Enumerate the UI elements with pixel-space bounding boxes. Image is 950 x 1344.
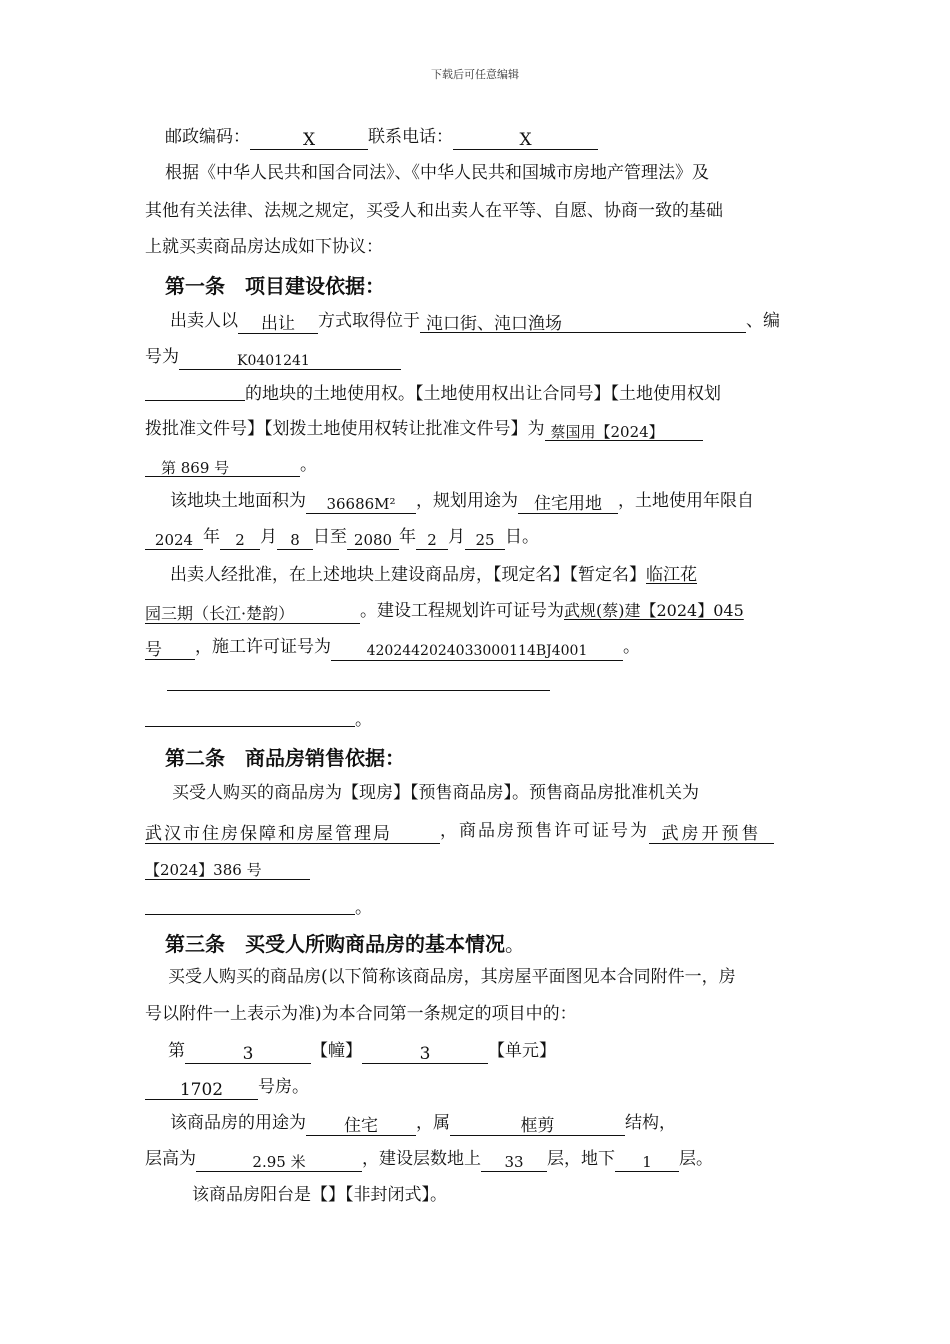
article3-heading xyxy=(165,928,525,957)
article3-title: 买受人所购商品房的基本情况 xyxy=(245,932,505,956)
text-planning-permit: 。建设工程规划许可证号为 xyxy=(360,601,564,621)
text-floor-end: 层。 xyxy=(679,1149,713,1169)
article1-line-2 xyxy=(145,346,401,370)
start-day: 8 xyxy=(277,529,313,550)
article2-blank-end xyxy=(145,896,372,919)
floors-below: 1 xyxy=(615,1151,679,1172)
start-month: 2 xyxy=(220,529,260,550)
presale-permit-part1: 武房开预售 xyxy=(649,823,774,844)
text-floors-above: ，建设层数地上 xyxy=(362,1149,481,1169)
blank-line xyxy=(145,708,355,727)
contact-line xyxy=(165,126,598,150)
postcode-value: X xyxy=(250,129,368,150)
planning-permit-part2: 号 xyxy=(145,639,195,660)
article1-line-9 xyxy=(145,600,744,624)
room-number: 1702 xyxy=(145,1079,258,1100)
text-year-2: 年 xyxy=(399,527,416,547)
unit-number: 3 xyxy=(362,1043,488,1064)
text-period-3: 。 xyxy=(355,710,372,730)
blank-line xyxy=(145,896,355,915)
text-approval-docs: 拨批准文件号】【划拨土地使用权转让批准文件号】为 xyxy=(145,419,545,439)
article3-line-1: 买受人购买的商品房(以下简称该商品房，其房屋平面图见本合同附件一，房 xyxy=(168,967,736,987)
article1-line-3 xyxy=(145,382,721,405)
construction-permit: 420244202403300011​4BJ4001 xyxy=(331,640,623,661)
article1-line-10 xyxy=(145,636,640,661)
article2-line-3 xyxy=(145,856,310,880)
text-unit: 【单元】 xyxy=(488,1041,556,1061)
start-year: 2024 xyxy=(145,529,203,550)
floors-above: 33 xyxy=(481,1151,547,1172)
text-term-from: ，土地使用年限自 xyxy=(618,491,754,511)
article1-number: 第一条 xyxy=(165,274,225,298)
text-method-located: 方式取得位于 xyxy=(318,311,420,331)
text-planned-use: ，规划用途为 xyxy=(416,491,518,511)
article2-line-2 xyxy=(145,820,774,844)
presale-authority: 武汉市住房保障和房屋管理局 xyxy=(145,823,440,844)
text-purpose: 该商品房的用途为 xyxy=(170,1113,306,1133)
building-number: 3 xyxy=(185,1043,311,1064)
article1-heading xyxy=(165,270,385,299)
text-building: 【幢】 xyxy=(311,1041,362,1061)
article2-heading xyxy=(165,742,405,771)
text-month-2: 月 xyxy=(448,527,465,547)
text-di: 第 xyxy=(168,1041,185,1061)
text-seller-approved: 出卖人经批准，在上述地块上建设商品房，【现定名】【暂定名】 xyxy=(170,565,646,585)
text-number-prefix: 、编 xyxy=(746,311,780,331)
text-belongs: ，属 xyxy=(416,1113,450,1133)
article1-line-5 xyxy=(145,454,317,477)
structure-type: 框剪 xyxy=(450,1115,625,1136)
text-land-area: 该地块土地面积为 xyxy=(170,491,306,511)
article1-line-4 xyxy=(145,418,703,441)
text-floors-below: 层，地下 xyxy=(547,1149,615,1169)
end-day: 25 xyxy=(465,529,505,550)
article3-line-3 xyxy=(168,1040,556,1064)
postcode-label: 邮政编码： xyxy=(165,127,250,147)
project-name-part1: 临江花 xyxy=(646,565,697,585)
preamble-line-1: 根据《中华人民共和国合同法》、《中华人民共和国城市房地产管理法》及 xyxy=(165,163,709,183)
text-room: 号房。 xyxy=(258,1077,309,1097)
text-period-2: 。 xyxy=(623,637,640,657)
text-number-is: 号为 xyxy=(145,347,179,367)
floor-height: 2.95 米 xyxy=(196,1151,362,1172)
article1-line-7 xyxy=(145,526,539,550)
article3-line-7: 该商品房阳台是【】【非封闭式】。 xyxy=(192,1185,447,1205)
article3-line-5 xyxy=(170,1112,676,1136)
article2-line-1: 买受人购买的商品房为【现房】【预售商品房】。预售商品房批准机关为 xyxy=(172,783,699,803)
article1-title: 项目建设依据： xyxy=(245,274,385,298)
text-period: 。 xyxy=(300,455,317,475)
text-period-4: 。 xyxy=(355,898,372,918)
article1-line-6 xyxy=(170,490,754,514)
text-construction-permit: ，施工许可证号为 xyxy=(195,637,331,657)
text-floor-height: 层高为 xyxy=(145,1149,196,1169)
planning-permit-part1: 武规(蔡)建【2024】045 xyxy=(564,601,744,620)
parcel-number: K0401241 xyxy=(179,350,401,370)
phone-label: 联系电话： xyxy=(368,127,453,147)
article2-title: 商品房销售依据： xyxy=(245,746,405,770)
text-presale-permit: ，商品房预售许可证号为 xyxy=(440,821,649,841)
article3-number: 第三条 xyxy=(165,932,225,956)
text-month: 月 xyxy=(260,527,277,547)
text-period-5: 。 xyxy=(505,932,525,956)
text-year: 年 xyxy=(203,527,220,547)
project-name-part2: 园三期（长江·楚韵） xyxy=(145,603,360,624)
end-year: 2080 xyxy=(347,529,399,550)
land-certificate-part2: 第 869 号 xyxy=(145,457,300,477)
article1-line-1 xyxy=(170,310,780,334)
land-location: 沌口街、沌口渔场 xyxy=(420,313,746,333)
page-header: 下载后可任意编辑 xyxy=(431,68,519,81)
text-structure: 结构， xyxy=(625,1113,676,1133)
text-seller-by: 出卖人以 xyxy=(170,311,238,331)
preamble-line-3: 上就买卖商品房达成如下协议： xyxy=(145,237,383,257)
land-certificate-part1: 蔡国用【2024】 xyxy=(545,421,703,441)
land-usage: 住宅用地 xyxy=(518,493,618,514)
acquire-method: 出让 xyxy=(238,313,318,334)
article3-line-2: 号以附件一上表示为准)为本合同第一条规定的项目中的： xyxy=(145,1004,577,1024)
end-month: 2 xyxy=(416,529,448,550)
presale-permit-part2: 【2024】386 号 xyxy=(145,859,310,880)
land-area: 36686M² xyxy=(306,493,416,514)
article2-number: 第二条 xyxy=(165,746,225,770)
article1-line-8 xyxy=(170,564,697,586)
article1-blank-end xyxy=(145,708,372,731)
house-purpose: 住宅 xyxy=(306,1115,416,1136)
article3-line-4 xyxy=(145,1076,309,1100)
phone-value: X xyxy=(453,129,598,150)
blank-line-long xyxy=(167,690,550,691)
text-day-end: 日。 xyxy=(505,527,539,547)
text-land-use-right: 的地块的土地使用权。【土地使用权出让合同号】【土地使用权划 xyxy=(245,384,721,404)
article3-line-6 xyxy=(145,1148,713,1172)
blank-line xyxy=(145,382,245,401)
preamble-line-2: 其他有关法律、法规之规定，买受人和出卖人在平等、自愿、协商一致的基础 xyxy=(145,201,723,221)
text-day-to: 日至 xyxy=(313,527,347,547)
